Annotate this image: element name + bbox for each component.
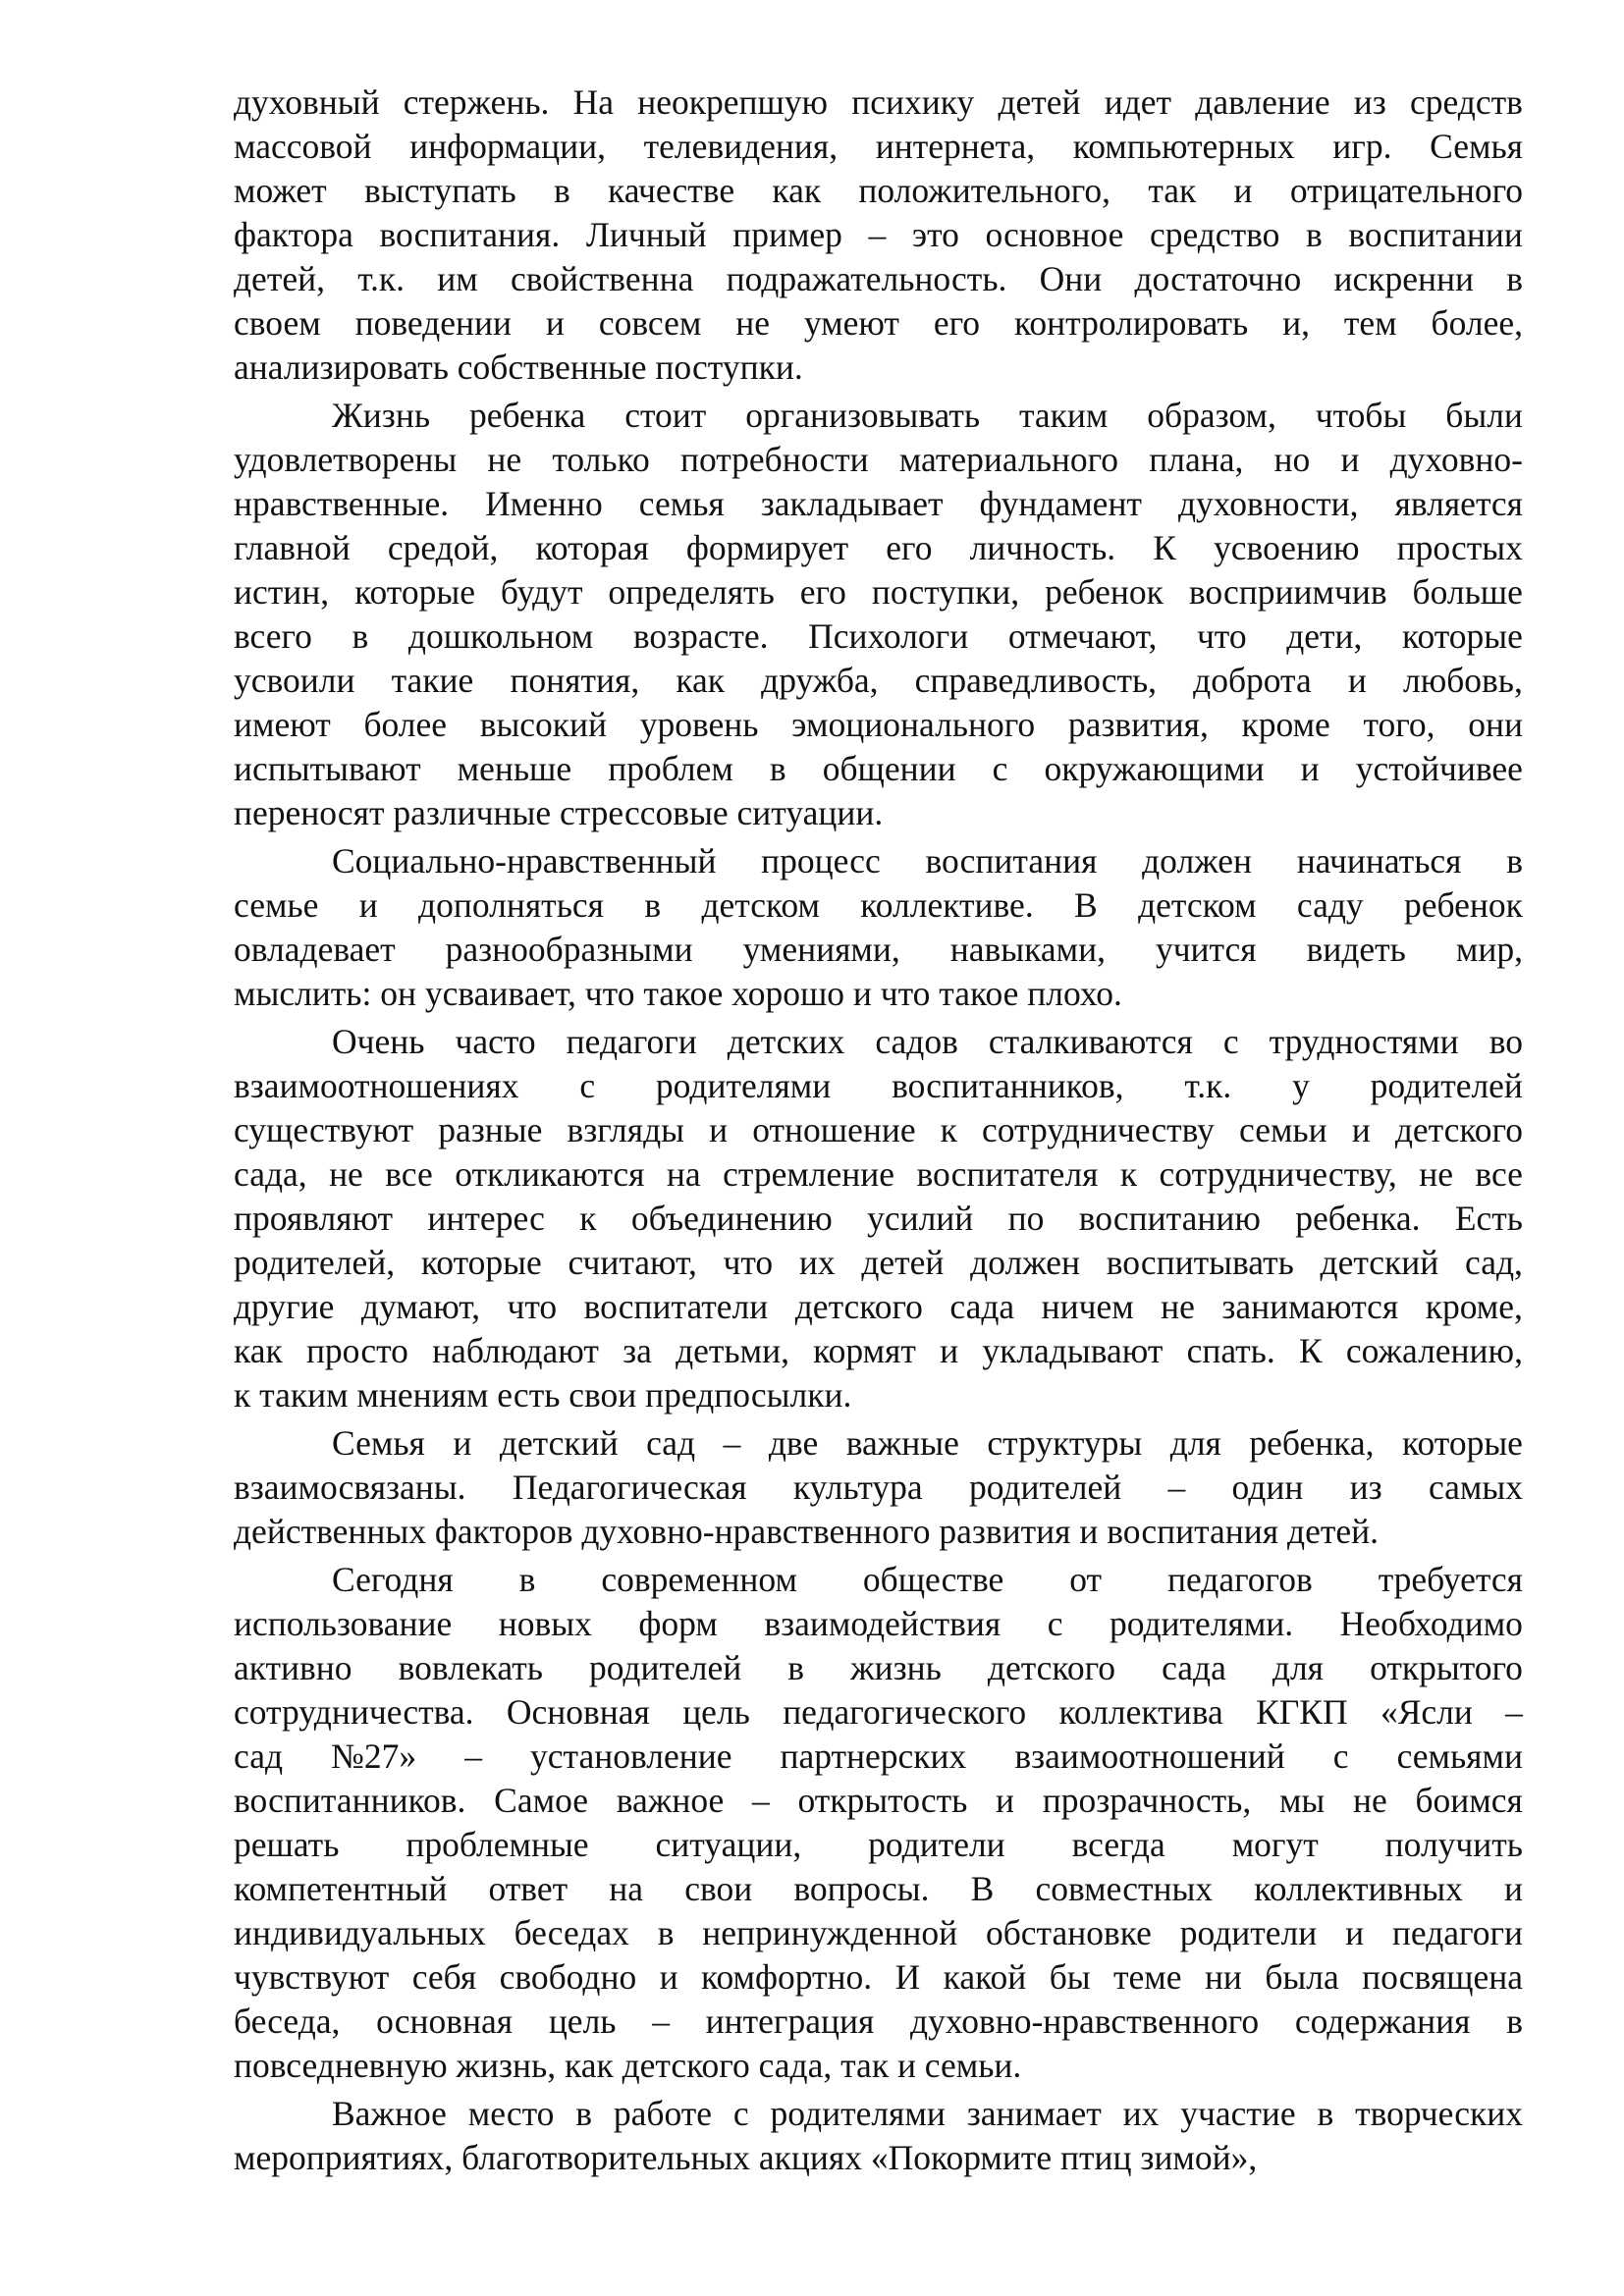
text-line: всего в дошкольном возрасте. Психологи отмечают, что дети, которые [234,616,1523,656]
text-line: воспитанников. Самое важное – открытость и прозрачность, мы не боимся [234,1781,1523,1820]
text-line: духовный стержень. На неокрепшую психику детей идет давление из средств [234,82,1523,122]
text-line: другие думают, что воспитатели детского сада ничем не занимаются кроме, [234,1287,1523,1326]
paragraph [234,394,1523,835]
text-line: Важное место в работе с родителями занимает их участие в творческих [332,2094,1523,2133]
paragraph [234,80,1523,390]
text-line: мероприятиях, благотворительных акциях «Покормите птиц зимой», [234,2138,1258,2177]
text-line: переносят различные стрессовые ситуации. [234,793,884,832]
text-line: массовой информации, телевидения, интернета, компьютерных игр. Семья [234,127,1523,166]
paragraph [234,1558,1523,2088]
text-line: беседа, основная цель – интеграция духовно-нравственного содержания в [234,2002,1523,2041]
text-line: действенных факторов духовно-нравственного развития и воспитания детей. [234,1512,1379,1551]
text-line: главной средой, которая формирует его личность. К усвоению простых [234,528,1523,567]
text-line: удовлетворены не только потребности материального плана, но и духовно- [234,440,1523,479]
text-line: испытывают меньше проблем в общении с окружающими и устойчивее [234,749,1523,788]
text-line: овладевает разнообразными умениями, навыками, учится видеть мир, [234,930,1523,969]
text-line: проявляют интерес к объединению усилий по воспитанию ребенка. Есть [234,1199,1523,1238]
text-line: фактора воспитания. Личный пример – это основное средство в воспитании [234,215,1523,254]
text-line: активно вовлекать родителей в жизнь детского сада для открытого [234,1648,1523,1687]
text-line: семье и дополняться в детском коллективе. В детском саду ребенок [234,885,1523,925]
text-line: индивидуальных беседах в непринужденной обстановке родители и педагоги [234,1913,1523,1952]
text-line: сада, не все откликаются на стремление воспитателя к сотрудничеству, не все [234,1154,1523,1194]
text-line: Социально-нравственный процесс воспитания должен начинаться в [332,841,1523,881]
text-line: к таким мнениям есть свои предпосылки. [234,1375,852,1415]
text-line: сад №27» – установление партнерских взаимоотношений с семьями [234,1736,1523,1776]
text-line: взаимосвязаны. Педагогическая культура родителей – один из самых [234,1468,1523,1507]
text-line: повседневную жизнь, как детского сада, так и семьи. [234,2046,1022,2085]
text-line: чувствуют себя свободно и комфортно. И какой бы теме ни была посвящена [234,1957,1523,1997]
text-line: детей, т.к. им свойственна подражательность. Они достаточно искренни в [234,259,1523,298]
paragraph [234,1020,1523,1417]
text-line: мыслить: он усваивает, что такое хорошо и что такое плохо. [234,974,1122,1013]
text-line: компетентный ответ на свои вопросы. В совместных коллективных и [234,1869,1523,1908]
paragraph [234,2092,1523,2180]
text-line: имеют более высокий уровень эмоционального развития, кроме того, они [234,705,1523,744]
text-line: Жизнь ребенка стоит организовывать таким образом, чтобы были [332,396,1523,435]
text-line: Очень часто педагоги детских садов сталкиваются с трудностями во [332,1022,1523,1061]
body-text [234,80,1523,2180]
text-line: нравственные. Именно семья закладывает фундамент духовности, является [234,484,1523,523]
text-line: истин, которые будут определять его поступки, ребенок восприимчив больше [234,572,1523,612]
paragraph [234,1421,1523,1554]
text-line: как просто наблюдают за детьми, кормят и укладывают спать. К сожалению, [234,1331,1523,1370]
text-line: Семья и детский сад – две важные структуры для ребенка, которые [332,1423,1523,1463]
text-line: использование новых форм взаимодействия с родителями. Необходимо [234,1604,1523,1643]
text-line: Сегодня в современном обществе от педагогов требуется [332,1560,1523,1599]
paragraph [234,839,1523,1016]
text-line: существуют разные взгляды и отношение к сотрудничеству семьи и детского [234,1110,1523,1149]
text-line: может выступать в качестве как положительного, так и отрицательного [234,171,1523,210]
text-line: своем поведении и совсем не умеют его контролировать и, тем более, [234,303,1523,343]
text-line: родителей, которые считают, что их детей должен воспитывать детский сад, [234,1243,1523,1282]
text-line: усвоили такие понятия, как дружба, справедливость, доброта и любовь, [234,661,1523,700]
text-line: решать проблемные ситуации, родители всегда могут получить [234,1825,1523,1864]
text-line: сотрудничества. Основная цель педагогического коллектива КГКП «Ясли – [234,1692,1523,1732]
text-line: взаимоотношениях с родителями воспитанников, т.к. у родителей [234,1066,1523,1105]
text-line: анализировать собственные поступки. [234,347,803,387]
